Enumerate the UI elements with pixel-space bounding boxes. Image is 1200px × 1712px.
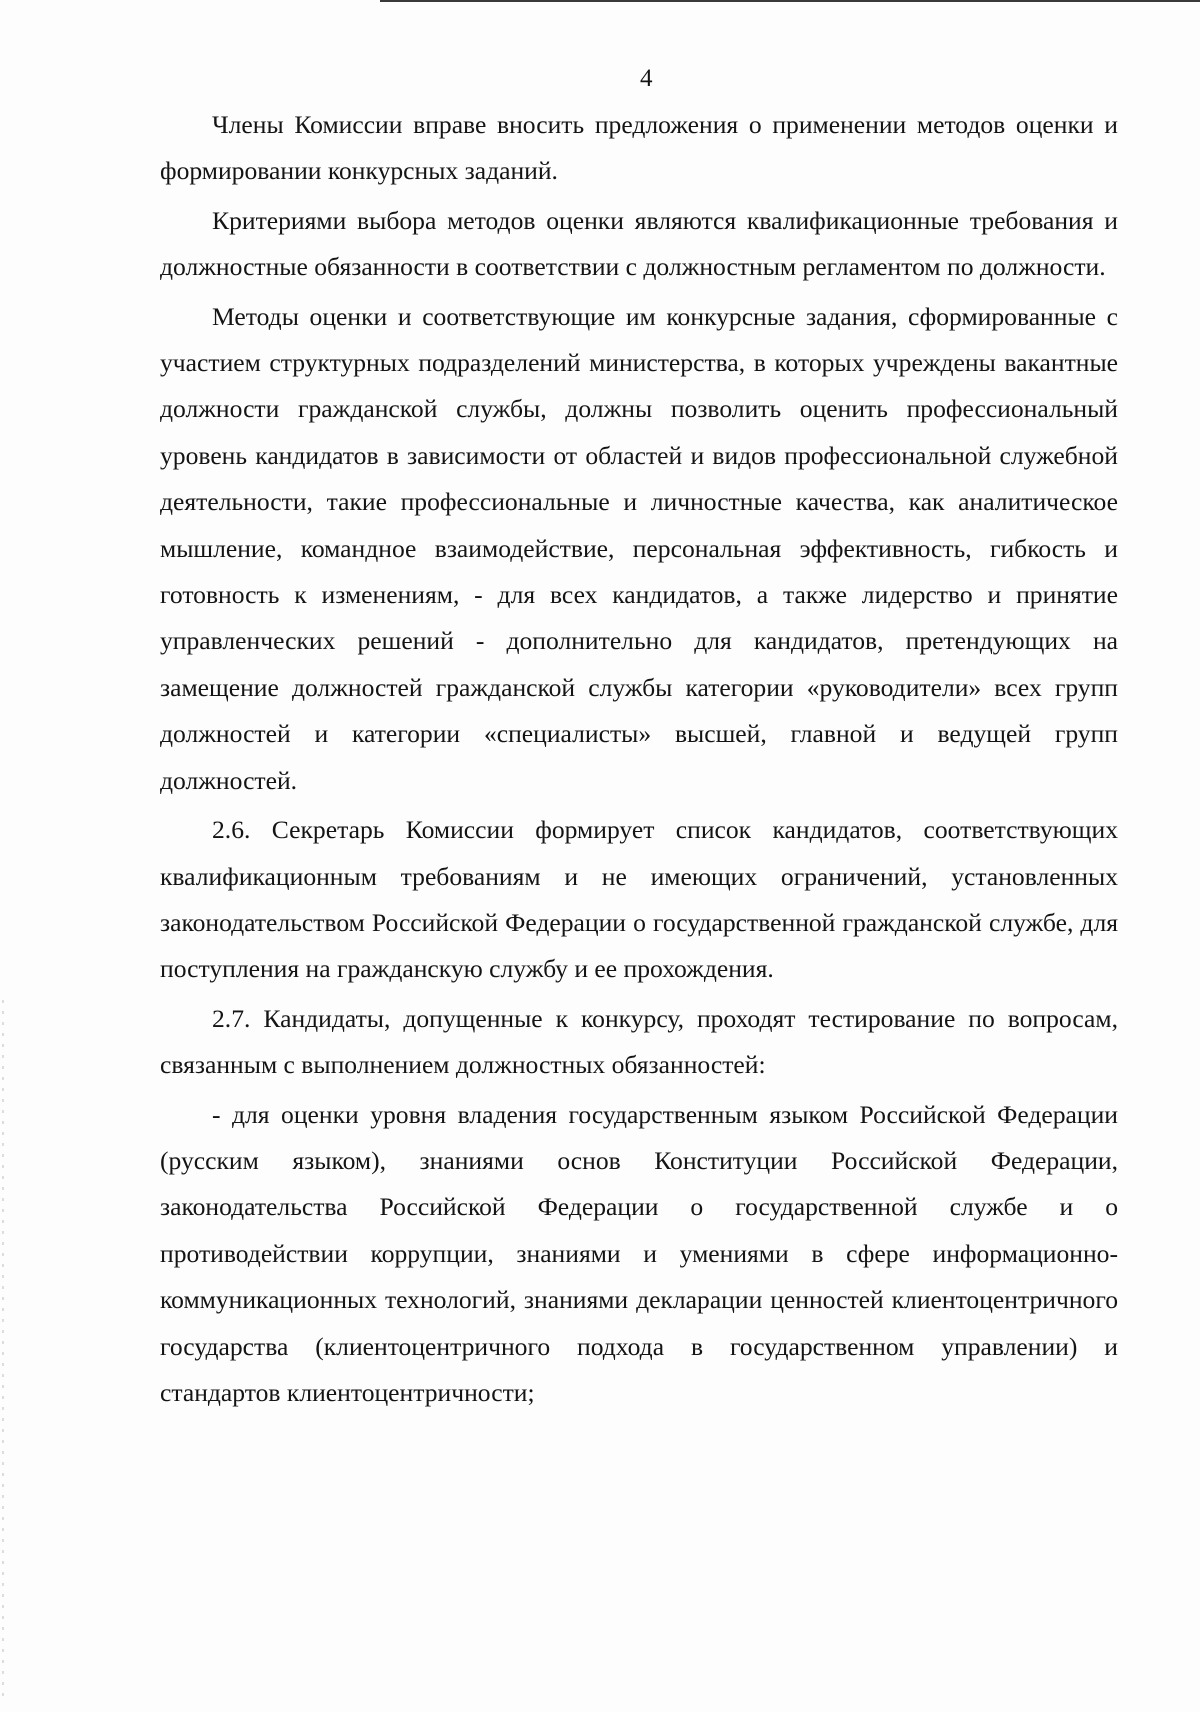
paragraph-section-2-6: 2.6. Секретарь Комиссии формирует список кандидатов, соответствующих квалификационным требованиям и не имеющих ограничений, установленных законодательством Российской Федерации о государственной гражданской службе, для поступления на гражданскую службу и ее прохождения. (160, 815, 1118, 984)
paragraph-section-2-7: 2.7. Кандидаты, допущенные к конкурсу, проходят тестирование по вопросам, связанным с выполнением должностных обязанностей: (160, 1003, 1118, 1080)
paragraph-testing-list-item: - для оценки уровня владения государственным языком Российской Федерации (русским языком), знаниями основ Конституции Российской Федерации, законодательства Российской Федерации о государственной службе и о противодействии коррупции, знаниями и умениями в сфере информационно-коммуникационных технологий, знаниями декларации ценностей клиентоцентричного государства (клиентоцентричного подхода в государственном управлении) и стандартов клиентоцентричности; (160, 1099, 1118, 1407)
body-text (160, 102, 1118, 1416)
scan-top-edge (380, 0, 1200, 2)
scan-left-edge-noise (2, 1000, 4, 1700)
paragraph-selection-criteria: Критериями выбора методов оценки являются квалификационные требования и должностные обязанности в соответствии с должностным регламентом по должности. (160, 205, 1118, 282)
paragraph-commission-proposals: Члены Комиссии вправе вносить предложения о применении методов оценки и формировании конкурсных заданий. (160, 110, 1118, 186)
page-number: 4 (640, 65, 653, 92)
paragraph-evaluation-methods: Методы оценки и соответствующие им конкурсные задания, сформированные с участием структурных подразделений министерства, в которых учреждены вакантные должности гражданской службы, должны позволить оценить профессиональный уровень кандидатов в зависимости от областей и видов профессиональной служебной деятельности, такие профессиональные и личностные качества, как аналитическое мышление, командное взаимодействие, персональная эффективность, гибкость и готовность к изменениям, - для всех кандидатов, а также лидерство и принятие управленческих решений - дополнительно для кандидатов, претендующих на замещение должностей гражданской службы категории «руководители» всех групп должностей и категории «специалисты» высшей, главной и ведущей групп должностей. (160, 301, 1118, 795)
